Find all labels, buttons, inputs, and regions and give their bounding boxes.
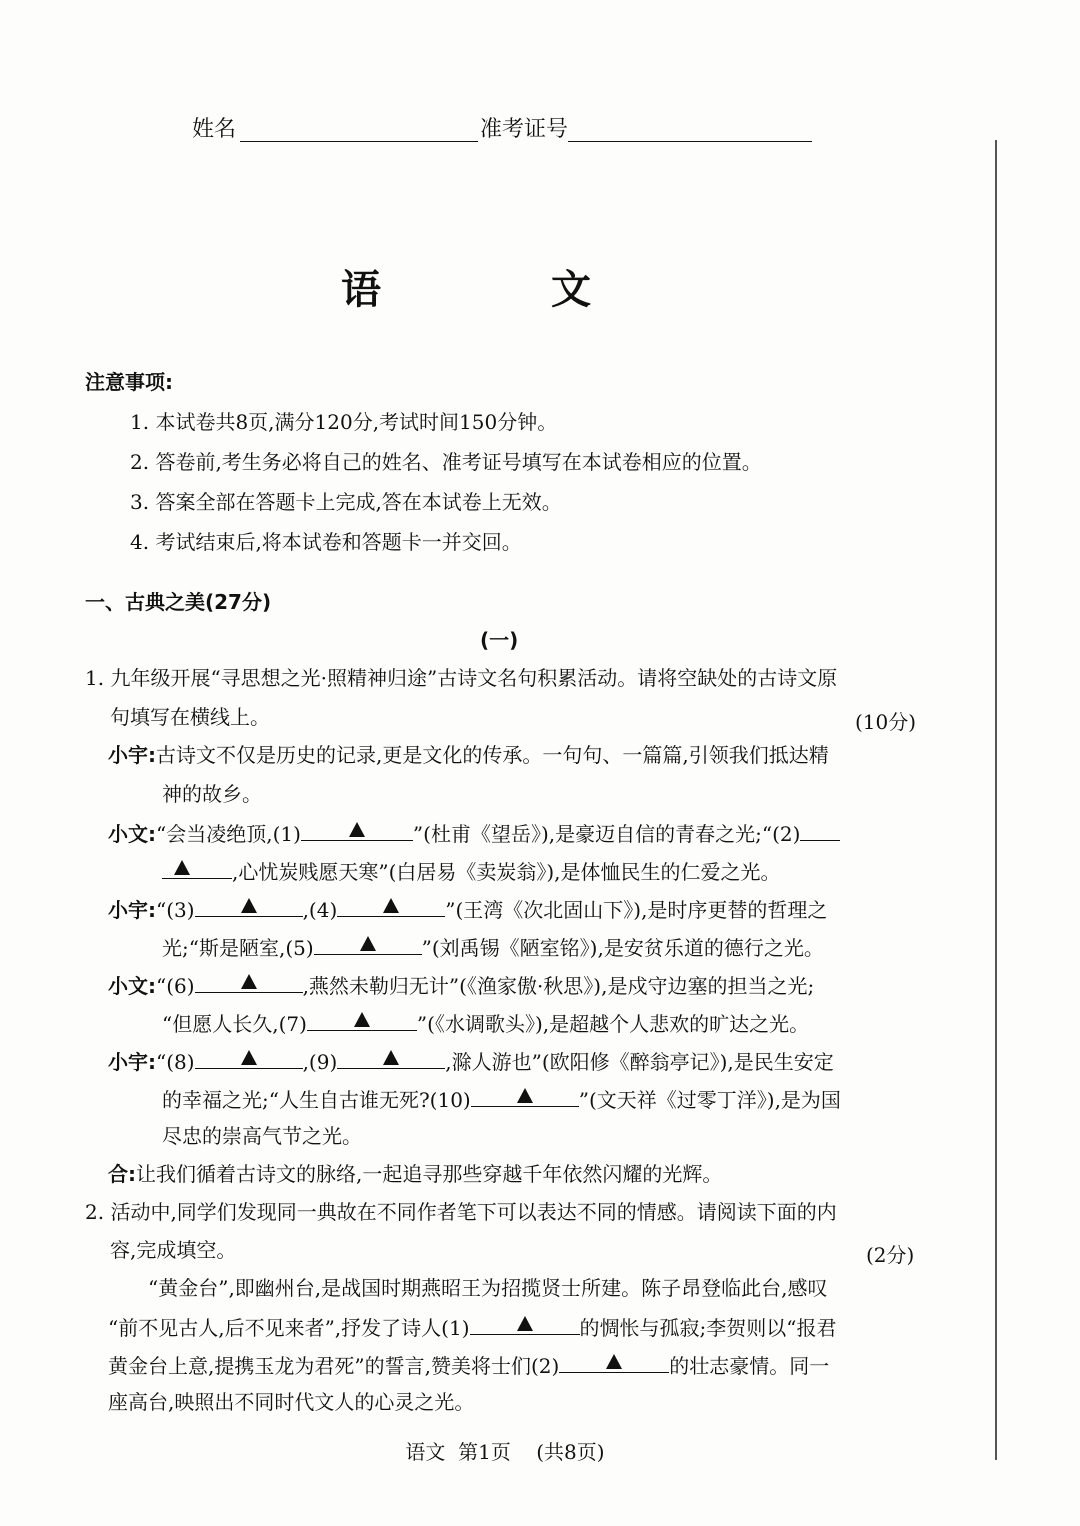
section-heading: 一、古典之美(27分)	[85, 590, 272, 614]
dialogue-text: “(8)	[156, 1050, 195, 1074]
dialogue-text: 古诗文不仅是历史的记录,更是文化的传承。一句句、一篇篇,引领我们抵达精	[156, 743, 829, 767]
q2-stem: 2. 活动中,同学们发现同一典故在不同作者笔下可以表达不同的情感。请阅读下面的内	[85, 1200, 837, 1224]
dialogue-text: 的幸福之光;“人生自古谁无死?(10)	[162, 1088, 471, 1112]
dialogue-line	[162, 856, 781, 886]
dialogue-text: 让我们循着古诗文的脉络,一起追寻那些穿越千年依然闪耀的光辉。	[136, 1162, 723, 1186]
triangle-icon	[517, 1088, 533, 1103]
answer-blank-10[interactable]	[471, 1084, 579, 1107]
dialogue-text: ”(《水调歌头》),是超越个人悲欢的旷达之光。	[416, 1012, 810, 1036]
page-title: 语 文	[341, 267, 669, 313]
triangle-icon	[383, 898, 399, 913]
dialogue-line	[108, 894, 827, 924]
dialogue-text: ,(4)	[302, 898, 338, 922]
answer-blank-6[interactable]	[195, 970, 303, 993]
dialogue-text: 尽忠的崇高气节之光。	[162, 1124, 362, 1148]
triangle-icon	[174, 860, 190, 875]
name-field-line[interactable]	[240, 141, 478, 142]
answer-blank-3[interactable]	[195, 894, 303, 917]
answer-blank-4[interactable]	[337, 894, 445, 917]
answer-blank-8[interactable]	[195, 1046, 303, 1069]
answer-blank-5[interactable]	[314, 932, 422, 955]
subsection-heading: (一)	[480, 628, 519, 652]
passage-text: 的壮志豪情。同一	[669, 1354, 830, 1378]
speaker-label: 小宇:	[108, 898, 156, 922]
answer-blank-q2-1[interactable]	[470, 1312, 580, 1335]
q2-stem: 容,完成填空。	[110, 1238, 237, 1262]
dialogue-text: ,燕然未勒归无计”(《渔家傲·秋思》),是戍守边塞的担当之光;	[302, 974, 815, 998]
triangle-icon	[606, 1354, 622, 1369]
dialogue-text: “但愿人长久,(7)	[162, 1012, 307, 1036]
dialogue-text: 神的故乡。	[162, 782, 262, 806]
triangle-icon	[241, 974, 257, 989]
speaker-label: 小宇:	[108, 1050, 156, 1074]
answer-blank-2[interactable]	[800, 818, 840, 841]
notice-item: 2. 答卷前,考生务必将自己的姓名、准考证号填写在本试卷相应的位置。	[130, 450, 762, 474]
speaker-label: 小文:	[108, 974, 156, 998]
notice-item: 1. 本试卷共8页,满分120分,考试时间150分钟。	[130, 410, 558, 434]
triangle-icon	[241, 898, 257, 913]
q1-stem: 句填写在横线上。	[110, 705, 270, 729]
dialogue-text: ”(文天祥《过零丁洋》),是为国	[578, 1088, 841, 1112]
dialogue-text: ”(王湾《次北固山下》),是时序更替的哲理之	[445, 898, 828, 922]
dialogue-line	[162, 1008, 809, 1038]
passage-line	[108, 1350, 829, 1380]
q2-score: (2分)	[866, 1243, 915, 1267]
dialogue-line	[108, 1046, 834, 1076]
triangle-icon	[349, 822, 365, 837]
dialogue-text: “会当凌绝顶,(1)	[156, 822, 301, 846]
dialogue-text: “(6)	[156, 974, 195, 998]
notice-item: 4. 考试结束后,将本试卷和答题卡一并交回。	[130, 530, 522, 554]
name-label: 姓名	[192, 117, 237, 142]
dialogue-text: “(3)	[156, 898, 195, 922]
dialogue-text: 光;“斯是陋室,(5)	[162, 936, 314, 960]
dialogue-line	[108, 818, 840, 848]
triangle-icon	[517, 1316, 533, 1331]
triangle-icon	[360, 936, 376, 951]
answer-blank-q2-2[interactable]	[559, 1350, 669, 1373]
answer-blank-9[interactable]	[337, 1046, 445, 1069]
dialogue-line	[108, 1160, 722, 1188]
passage-text: 的惆怅与孤寂;李贺则以“报君	[579, 1316, 837, 1340]
speaker-label: 合:	[108, 1162, 136, 1186]
dialogue-line	[162, 1084, 841, 1114]
notice-heading: 注意事项:	[85, 370, 173, 394]
dialogue-line	[108, 970, 814, 1000]
passage-text: 黄金台上意,提携玉龙为君死”的誓言,赞美将士们(2)	[108, 1354, 560, 1378]
passage-line	[108, 1312, 836, 1342]
speaker-label: 小文:	[108, 822, 156, 846]
triangle-icon	[383, 1050, 399, 1065]
q1-stem: 1. 九年级开展“寻思想之光·照精神归途”古诗文名句积累活动。请将空缺处的古诗文原	[85, 666, 838, 690]
margin-rule	[995, 140, 997, 1460]
passage-text: “前不见古人,后不见来者”,抒发了诗人(1)	[108, 1316, 470, 1340]
answer-blank-7[interactable]	[307, 1008, 417, 1031]
dialogue-text: ,(9)	[302, 1050, 338, 1074]
dialogue-line	[162, 932, 824, 962]
dialogue-text: ,心忧炭贱愿天寒”(白居易《卖炭翁》),是体恤民生的仁爱之光。	[232, 860, 781, 884]
exam-id-field-line[interactable]	[568, 141, 812, 142]
page-footer: 语文 第1页 (共8页)	[405, 1440, 605, 1464]
speaker-label: 小宇:	[108, 743, 156, 767]
q1-score: (10分)	[855, 710, 917, 734]
answer-blank-2-cont[interactable]	[162, 856, 232, 879]
exam-id-label: 准考证号	[480, 117, 569, 142]
dialogue-text: ”(刘禹锡《陋室铭》),是安贫乐道的德行之光。	[421, 936, 824, 960]
passage-line: 座高台,映照出不同时代文人的心灵之光。	[108, 1390, 475, 1414]
notice-item: 3. 答案全部在答题卡上完成,答在本试卷上无效。	[130, 490, 562, 514]
triangle-icon	[354, 1012, 370, 1027]
answer-blank-1[interactable]	[301, 818, 413, 841]
passage-line: “黄金台”,即幽州台,是战国时期燕昭王为招揽贤士所建。陈子昂登临此台,感叹	[148, 1276, 828, 1300]
dialogue-line	[108, 741, 829, 769]
triangle-icon	[241, 1050, 257, 1065]
dialogue-text: ”(杜甫《望岳》),是豪迈自信的青春之光;“(2)	[412, 822, 801, 846]
dialogue-text: ,滁人游也”(欧阳修《醉翁亭记》),是民生安定	[445, 1050, 834, 1074]
